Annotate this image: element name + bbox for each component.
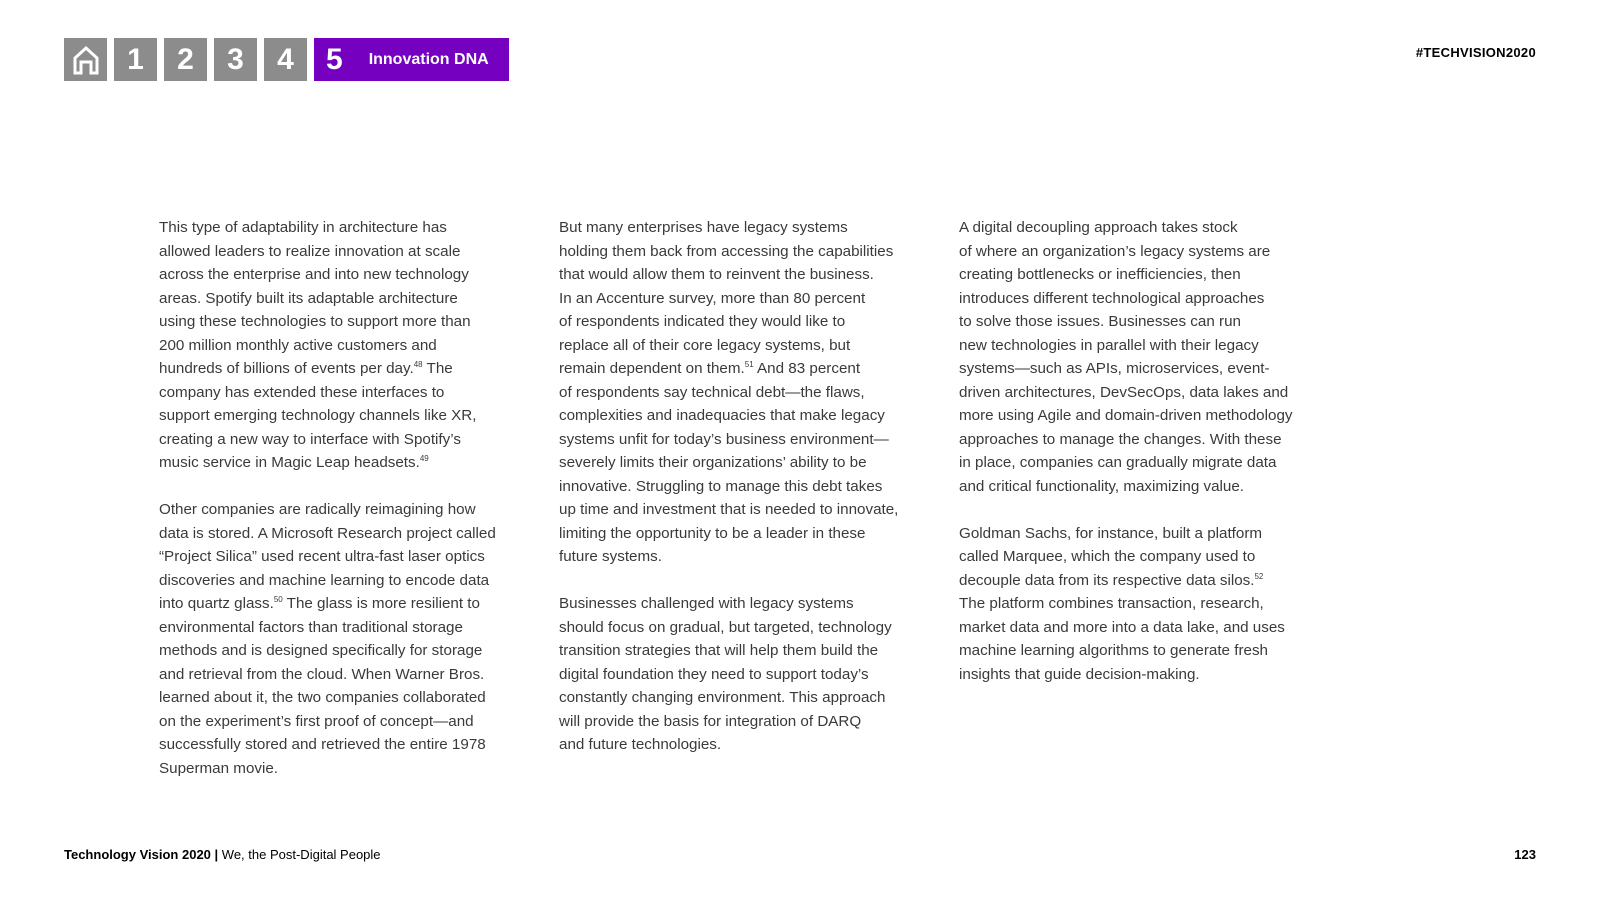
nav-section-3[interactable]: 3 xyxy=(214,38,257,81)
footer-subtitle: We, the Post-Digital People xyxy=(221,847,381,862)
footer xyxy=(64,847,381,862)
nav-section-2[interactable]: 2 xyxy=(164,38,207,81)
nav-section-1[interactable]: 1 xyxy=(114,38,157,81)
column-3 xyxy=(959,216,1339,686)
active-section-number: 5 xyxy=(326,42,343,76)
home-icon xyxy=(70,44,102,76)
section-nav xyxy=(64,38,509,81)
paragraph: But many enterprises have legacy systems holding them back from accessing the capabilities that would allow them to reinvent the business. In an Accenture survey, more than 80 percent of respondents indicated they would like to replace all of their core legacy systems, but remain dependent on them.$^{51}$ And 83 percent of respondents say technical debt—the flaws, complexities and inadequacies that make legacy systems unfit for today’s business environment— severely limits their organizations’ ability to be innovative. Struggling to manage this debt takes up time and investment that is needed to innovate, limiting the opportunity to be a leader in these future systems. xyxy=(559,219,899,565)
nav-section-4[interactable]: 4 xyxy=(264,38,307,81)
active-section-label: Innovation DNA xyxy=(368,50,489,68)
footer-title: Technology Vision 2020 xyxy=(64,847,211,862)
paragraph: Other companies are radically reimagining how data is stored. A Microsoft Research project called “Project Silica” used recent ultra-fast laser optics discoveries and machine learning to encode data into quartz glass.$^{50}$ The glass is more resilient to environmental factors than traditional storage methods and is designed specifically for storage and retrieval from the cloud. When Warner Bros. learned about it, the two companies collaborated on the experiment’s first proof of concept—and successfully stored and retrieved the entire 1978 Superman movie. xyxy=(159,501,496,777)
home-button[interactable] xyxy=(64,38,107,81)
column-1 xyxy=(159,216,539,780)
paragraph: This type of adaptability in architecture has allowed leaders to realize innovation at scale across the enterprise and into new technology areas. Spotify built its adaptable architecture using these technologies to support more than 200 million monthly active customers and hundreds of billions of events per day.$^{48}$ The company has extended these interfaces to support emerging technology channels like XR, creating a new way to interface with Spotify’s music service in Magic Leap headsets.$^{49}$ xyxy=(159,219,477,471)
nav-section-5-active[interactable] xyxy=(314,38,509,81)
page-number: 123 xyxy=(1514,847,1536,862)
paragraph: Goldman Sachs, for instance, built a platform called Marquee, which the company used to decouple data from its respective data silos.$^{52}$ The platform combines transaction, research, market data and more into a data lake, and uses machine learning algorithms to generate fresh insights that guide decision-making. xyxy=(959,524,1285,683)
hashtag: #TECHVISION2020 xyxy=(1415,45,1536,60)
column-2 xyxy=(559,216,939,757)
paragraph: Businesses challenged with legacy systems should focus on gradual, but targeted, technology transition strategies that will help them build the digital foundation they need to support today’s constantly changing environment. This approach will provide the basis for integration of DARQ and future technologies. xyxy=(559,595,892,753)
paragraph: A digital decoupling approach takes stock of where an organization’s legacy systems are creating bottlenecks or inefficiencies, then introduces different technological approaches to solve those issues. Businesses can run new technologies in parallel with their legacy systems—such as APIs, microservices, event- driven architectures, DevSecOps, data lakes and more using Agile and domain-driven methodology approaches to manage the changes. With these in place, companies can gradually migrate data and critical functionality, maximizing value. xyxy=(959,219,1293,495)
footer-separator: | xyxy=(214,847,219,862)
